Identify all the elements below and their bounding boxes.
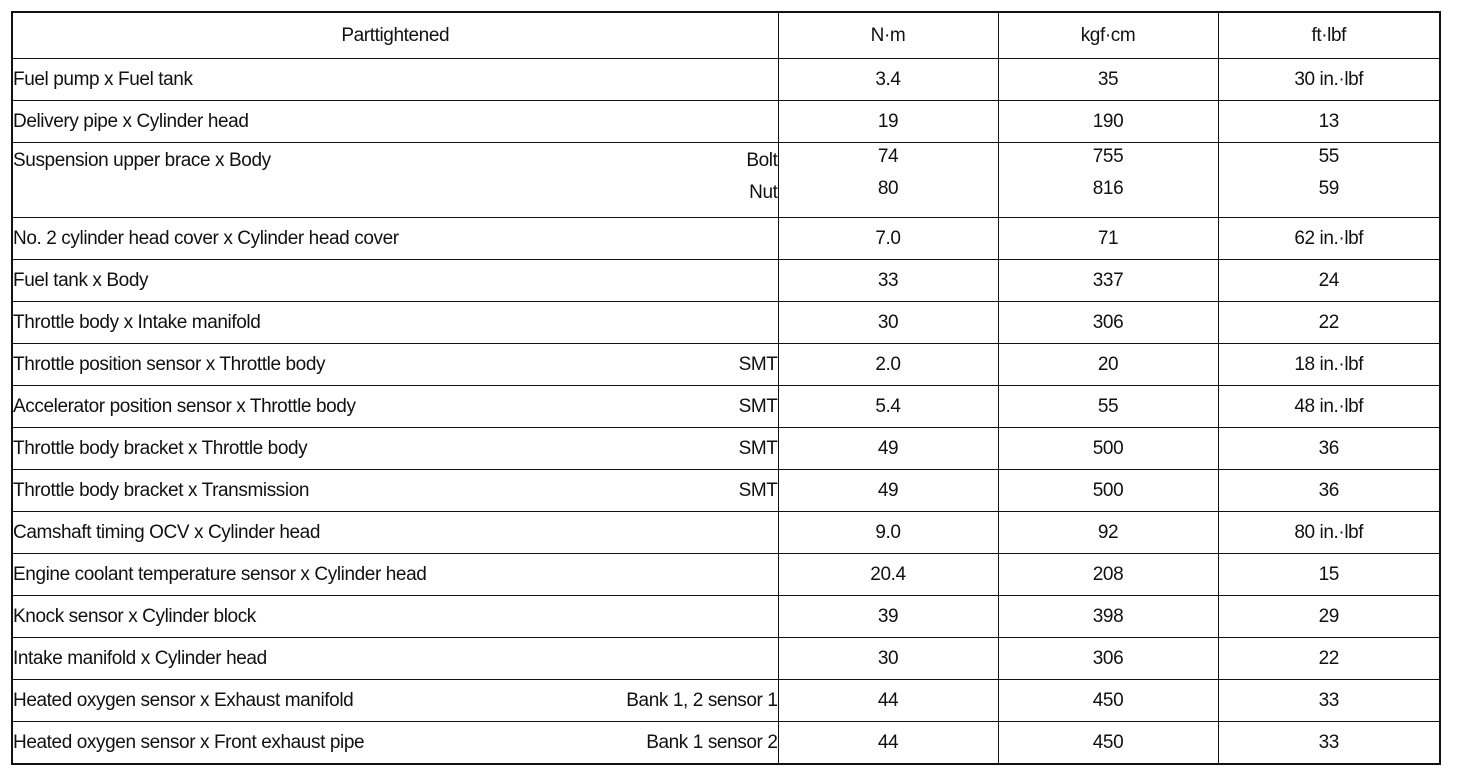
part-cell bbox=[12, 680, 778, 722]
torque-ftlbf: 24 bbox=[1218, 260, 1440, 302]
part-cell bbox=[12, 512, 778, 554]
part-cell bbox=[12, 596, 778, 638]
table-row bbox=[12, 722, 1440, 765]
part-note: SMT bbox=[738, 396, 778, 417]
torque-nm: 44 bbox=[778, 722, 998, 765]
torque-kgfcm: 35 bbox=[998, 59, 1218, 101]
torque-ftlbf: 33 bbox=[1218, 722, 1440, 765]
part-label: No. 2 cylinder head cover x Cylinder head cover bbox=[13, 228, 399, 249]
part-cell bbox=[12, 59, 778, 101]
part-label: Heated oxygen sensor x Exhaust manifold bbox=[13, 690, 354, 711]
torque-ftlbf-bolt: 55 bbox=[1318, 146, 1339, 167]
torque-ftlbf bbox=[1218, 143, 1440, 218]
torque-ftlbf: 13 bbox=[1218, 101, 1440, 143]
torque-ftlbf: 18 in.·lbf bbox=[1218, 344, 1440, 386]
part-label: Fuel pump x Fuel tank bbox=[13, 69, 193, 90]
table-row bbox=[12, 101, 1440, 143]
part-note: Bank 1, 2 sensor 1 bbox=[626, 690, 778, 711]
torque-ftlbf: 48 in.·lbf bbox=[1218, 386, 1440, 428]
part-label: Delivery pipe x Cylinder head bbox=[13, 111, 249, 132]
torque-kgfcm: 306 bbox=[998, 302, 1218, 344]
torque-kgfcm: 450 bbox=[998, 680, 1218, 722]
torque-nm: 30 bbox=[778, 638, 998, 680]
torque-nm: 39 bbox=[778, 596, 998, 638]
table-row bbox=[12, 680, 1440, 722]
table-row bbox=[12, 512, 1440, 554]
torque-ftlbf: 36 bbox=[1218, 428, 1440, 470]
table-row-double bbox=[12, 143, 1440, 218]
part-cell bbox=[12, 344, 778, 386]
torque-nm bbox=[778, 143, 998, 218]
part-note-bolt: Bolt bbox=[746, 150, 778, 171]
part-label: Fuel tank x Body bbox=[13, 270, 149, 291]
torque-nm: 2.0 bbox=[778, 344, 998, 386]
table-row bbox=[12, 596, 1440, 638]
part-note: SMT bbox=[738, 354, 778, 375]
torque-nm: 49 bbox=[778, 470, 998, 512]
part-note-nut: Nut bbox=[749, 182, 778, 203]
header-kgfcm: kgf·cm bbox=[998, 12, 1218, 59]
torque-ftlbf: 15 bbox=[1218, 554, 1440, 596]
table-row bbox=[12, 638, 1440, 680]
torque-ftlbf: 29 bbox=[1218, 596, 1440, 638]
part-label: Throttle body bracket x Throttle body bbox=[13, 438, 308, 459]
part-label: Accelerator position sensor x Throttle body bbox=[13, 396, 356, 417]
part-note: SMT bbox=[738, 438, 778, 459]
torque-kgfcm: 306 bbox=[998, 638, 1218, 680]
part-label: Throttle position sensor x Throttle body bbox=[13, 354, 326, 375]
header-ftlbf: ft·lbf bbox=[1218, 12, 1440, 59]
table-row bbox=[12, 470, 1440, 512]
torque-kgfcm: 500 bbox=[998, 428, 1218, 470]
torque-ftlbf: 80 in.·lbf bbox=[1218, 512, 1440, 554]
torque-ftlbf: 22 bbox=[1218, 302, 1440, 344]
torque-kgfcm: 450 bbox=[998, 722, 1218, 765]
part-note: Bank 1 sensor 2 bbox=[646, 732, 778, 753]
part-label: Throttle body bracket x Transmission bbox=[13, 480, 310, 501]
torque-kgfcm: 190 bbox=[998, 101, 1218, 143]
torque-nm: 20.4 bbox=[778, 554, 998, 596]
torque-nm: 30 bbox=[778, 302, 998, 344]
part-cell bbox=[12, 470, 778, 512]
torque-nm: 44 bbox=[778, 680, 998, 722]
header-part-tightened: Parttightened bbox=[12, 12, 778, 59]
torque-nm: 33 bbox=[778, 260, 998, 302]
part-note: SMT bbox=[738, 480, 778, 501]
torque-nm: 49 bbox=[778, 428, 998, 470]
torque-ftlbf: 62 in.·lbf bbox=[1218, 218, 1440, 260]
torque-kgfcm-bolt: 755 bbox=[1092, 146, 1124, 167]
part-cell bbox=[12, 722, 778, 765]
table-row bbox=[12, 554, 1440, 596]
table-row bbox=[12, 344, 1440, 386]
torque-kgfcm: 71 bbox=[998, 218, 1218, 260]
part-cell bbox=[12, 101, 778, 143]
part-cell bbox=[12, 260, 778, 302]
torque-kgfcm: 337 bbox=[998, 260, 1218, 302]
torque-kgfcm: 20 bbox=[998, 344, 1218, 386]
part-label: Intake manifold x Cylinder head bbox=[13, 648, 267, 669]
torque-nm-nut: 80 bbox=[877, 178, 899, 199]
part-label: Engine coolant temperature sensor x Cylinder head bbox=[13, 564, 427, 585]
torque-nm: 7.0 bbox=[778, 218, 998, 260]
header-nm: N·m bbox=[778, 12, 998, 59]
torque-nm: 19 bbox=[778, 101, 998, 143]
part-label: Heated oxygen sensor x Front exhaust pipe bbox=[13, 732, 365, 753]
torque-kgfcm-nut: 816 bbox=[1092, 178, 1124, 199]
torque-kgfcm: 92 bbox=[998, 512, 1218, 554]
table-row bbox=[12, 218, 1440, 260]
part-note-stack bbox=[746, 149, 777, 202]
part-label: Camshaft timing OCV x Cylinder head bbox=[13, 522, 321, 543]
part-label: Knock sensor x Cylinder block bbox=[13, 606, 256, 627]
torque-ftlbf-nut: 59 bbox=[1318, 178, 1339, 199]
torque-kgfcm: 55 bbox=[998, 386, 1218, 428]
table-row bbox=[12, 386, 1440, 428]
part-cell bbox=[12, 302, 778, 344]
part-cell bbox=[12, 143, 778, 218]
torque-nm: 9.0 bbox=[778, 512, 998, 554]
torque-nm-bolt: 74 bbox=[877, 146, 899, 167]
table-header-row bbox=[12, 12, 1440, 59]
torque-ftlbf: 30 in.·lbf bbox=[1218, 59, 1440, 101]
torque-ftlbf: 33 bbox=[1218, 680, 1440, 722]
torque-kgfcm: 500 bbox=[998, 470, 1218, 512]
part-label: Throttle body x Intake manifold bbox=[13, 312, 261, 333]
table-row bbox=[12, 59, 1440, 101]
table-row bbox=[12, 302, 1440, 344]
part-cell bbox=[12, 386, 778, 428]
part-cell bbox=[12, 554, 778, 596]
torque-ftlbf: 22 bbox=[1218, 638, 1440, 680]
torque-ftlbf: 36 bbox=[1218, 470, 1440, 512]
torque-kgfcm bbox=[998, 143, 1218, 218]
part-label: Suspension upper brace x Body bbox=[13, 150, 271, 171]
table-row bbox=[12, 260, 1440, 302]
torque-kgfcm: 398 bbox=[998, 596, 1218, 638]
part-cell bbox=[12, 428, 778, 470]
table-row bbox=[12, 428, 1440, 470]
torque-spec-sheet bbox=[11, 11, 1439, 769]
torque-spec-table bbox=[11, 11, 1441, 765]
part-cell bbox=[12, 638, 778, 680]
torque-nm: 5.4 bbox=[778, 386, 998, 428]
torque-kgfcm: 208 bbox=[998, 554, 1218, 596]
torque-nm: 3.4 bbox=[778, 59, 998, 101]
part-cell bbox=[12, 218, 778, 260]
